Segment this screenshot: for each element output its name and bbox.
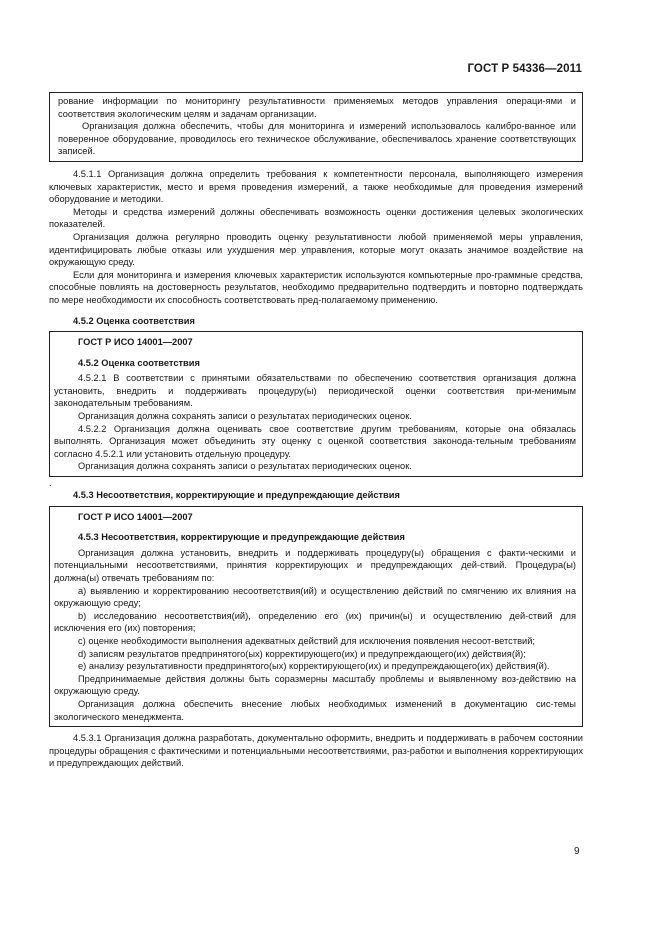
list-item: d) записям результатов предпринятого(ых) корректирующего(их) и предупреждающего(их) действия(й); bbox=[78, 648, 526, 659]
document-id-header: ГОСТ Р 54336—2011 bbox=[467, 63, 582, 75]
paragraph: Если для мониторинга и измерения ключевых характеристик используются компьютерные про-граммные средства, способные повлиять на достоверность результатов, необходимо предварительно подтвердить и повторно подтверждать по мере необходимости их способность соответствовать пред-полагаемому применению. bbox=[49, 269, 583, 305]
list-item: a) выявлению и корректированию несоответствия(ий) и осуществлению действий по смягчению их влияния на окружающую среду; bbox=[54, 585, 576, 609]
box-heading: 4.5.3 Несоответствия, корректирующие и предупреждающие действия bbox=[78, 532, 405, 543]
page-content bbox=[49, 92, 583, 770]
list-item: b) исследованию несоответствия(ий), определению его (их) причин(ы) и осуществлению дей-ствий для исключения его (их) повторения; bbox=[54, 610, 576, 634]
paragraph: рование информации по мониторингу результативности применяемых методов управления операци-ями и соответствия экологическим целям и задачам организации. bbox=[58, 96, 576, 119]
standard-reference: ГОСТ Р ИСО 14001—2007 bbox=[78, 511, 193, 522]
stray-mark bbox=[49, 477, 583, 491]
paragraph: Методы и средства измерений должны обеспечивать возможность оценки достижения целевых экологических показателей. bbox=[49, 206, 583, 230]
page-number: 9 bbox=[574, 846, 580, 857]
paragraph: Предпринимаемые действия должны быть соразмерны масштабу проблемы и выявленному воз-действию на окружающую среду. bbox=[54, 673, 576, 697]
standard-reference: ГОСТ Р ИСО 14001—2007 bbox=[78, 337, 193, 348]
quote-box-continuation bbox=[49, 92, 583, 162]
paragraph: 4.5.2.1 В соответствии с принятыми обязательствами по обеспечению соответствия организация должна установить, внедрить и поддерживать процедуру(ы) периодической оценки соответствия при-менимым законодательным требованиям. bbox=[54, 373, 576, 409]
paragraph: Организация должна сохранять записи о результатах периодических оценок. bbox=[78, 411, 412, 422]
paragraph: Организация должна обеспечить, чтобы для мониторинга и измерений использовалось калибро-ванное или поверенное оборудование, проводилось его техническое обслуживание, обеспечивалось хранение соответствующих записей. bbox=[58, 121, 576, 157]
paragraph: 4.5.2.2 Организация должна оценивать свое соответствие другим требованиям, которые она обязалась выполнять. Организация может объединить эту оценку с оценкой соответствия законода-тельным требованиям согласно 4.5.2.1 или установить отдельную процедуру. bbox=[54, 423, 576, 459]
paragraph: Организация должна обеспечить внесение любых необходимых изменений в документацию сис-темы экологического менеджмента. bbox=[54, 698, 576, 722]
paragraph: 4.5.3.1 Организация должна разработать, документально оформить, внедрить и поддерживать в рабочем состоянии процедуры обращения с фактическими и потенциальными несоответствиями, раз-работки и выполнения корректирующих и предупреждающих действий. bbox=[49, 733, 583, 769]
list-item: e) анализу результативности предпринятого(ых) корректирующего(их) и предупреждающего(их) действия(й). bbox=[78, 661, 550, 672]
stray-mark-text: . bbox=[49, 478, 52, 489]
paragraph: 4.5.1.1 Организация должна определить требования к компетентности персонала, выполняющего измерения ключевых характеристик, место и время проведения измерений, а также необходимые для проведения измерений оборудование и методики. bbox=[49, 168, 583, 205]
paragraph: Организация должна установить, внедрить и поддерживать процедуру(ы) обращения с факти-ческими и потенциальными несоответствиями, принятия корректирующих и предупреждающих дей-ствий. Процедура(ы) должна(ы) отвечать требованиям по: bbox=[54, 547, 576, 583]
list-item: c) оценке необходимости выполнения адекватных действий для исключения появления несоот-ветствий; bbox=[78, 635, 535, 646]
section-4-5-1-1 bbox=[49, 168, 583, 307]
box-heading: 4.5.2 Оценка соответствия bbox=[78, 357, 200, 368]
section-heading: 4.5.2 Оценка соответствия bbox=[73, 315, 195, 326]
quote-box-4-5-2 bbox=[49, 331, 583, 477]
paragraph: Организация должна сохранять записи о результатах периодических оценок. bbox=[78, 461, 412, 472]
section-heading: 4.5.3 Несоответствия, корректирующие и предупреждающие действия bbox=[73, 490, 400, 501]
paragraph: Организация должна регулярно проводить оценку результативности любой применяемой меры управления, идентифицировать любые отказы или ухудшения мер управления, которые могут оказать значимое воздействие на окружающую среду. bbox=[49, 231, 583, 268]
quote-box-4-5-3 bbox=[49, 506, 583, 728]
